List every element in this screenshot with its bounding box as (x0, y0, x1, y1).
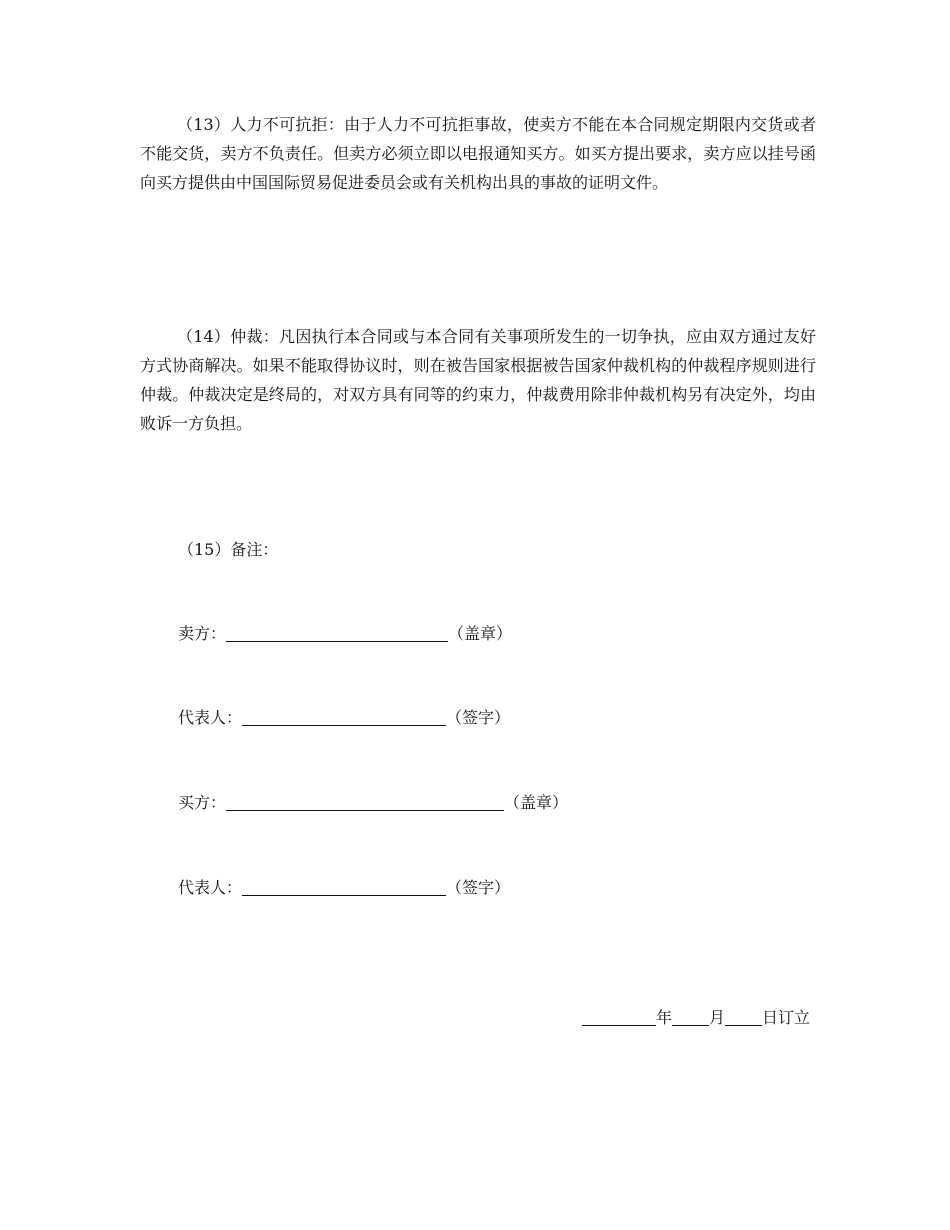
seller-label: 卖方： (178, 624, 227, 643)
year-blank-field[interactable] (582, 1007, 656, 1026)
day-blank-field[interactable] (725, 1007, 762, 1026)
seller-rep-blank-field[interactable] (242, 707, 446, 726)
buyer-seal-note: （盖章） (504, 793, 569, 812)
seller-rep-label: 代表人： (178, 708, 243, 727)
year-label: 年 (655, 1008, 672, 1027)
month-blank-field[interactable] (672, 1007, 709, 1026)
seller-signature-line (178, 622, 512, 646)
day-label: 日订立 (761, 1008, 810, 1027)
buyer-rep-label: 代表人： (178, 878, 243, 897)
seller-representative-line (178, 706, 510, 730)
contract-date-line (582, 1006, 810, 1030)
clause-14-arbitration: （14）仲裁：凡因执行本合同或与本合同有关事项所发生的一切争执，应由双方通过友好方式协商解决。如果不能取得协议时，则在被告国家根据被告国家仲裁机构的仲裁程序规则进行仲裁。仲裁决定是终局的，对双方具有同等的约束力，仲裁费用除非仲裁机构另有决定外，均由败诉一方负担。 (140, 327, 816, 433)
buyer-rep-blank-field[interactable] (242, 877, 446, 896)
buyer-blank-field[interactable] (226, 792, 504, 811)
seller-seal-note: （盖章） (448, 624, 513, 643)
seller-rep-sign-note: （签字） (446, 708, 511, 727)
buyer-representative-line (178, 876, 510, 900)
buyer-rep-sign-note: （签字） (446, 878, 511, 897)
buyer-signature-line (178, 791, 568, 815)
month-label: 月 (708, 1008, 725, 1027)
buyer-label: 买方： (178, 793, 227, 812)
seller-blank-field[interactable] (226, 623, 448, 642)
clause-15-remarks: （15）备注： (178, 540, 279, 559)
clause-13-force-majeure: （13）人力不可抗拒：由于人力不可抗拒事故，使卖方不能在本合同规定期限内交货或者不能交货，卖方不负责任。但卖方必须立即以电报通知买方。如买方提出要求，卖方应以挂号函向买方提供由中国国际贸易促进委员会或有关机构出具的事故的证明文件。 (140, 115, 816, 192)
